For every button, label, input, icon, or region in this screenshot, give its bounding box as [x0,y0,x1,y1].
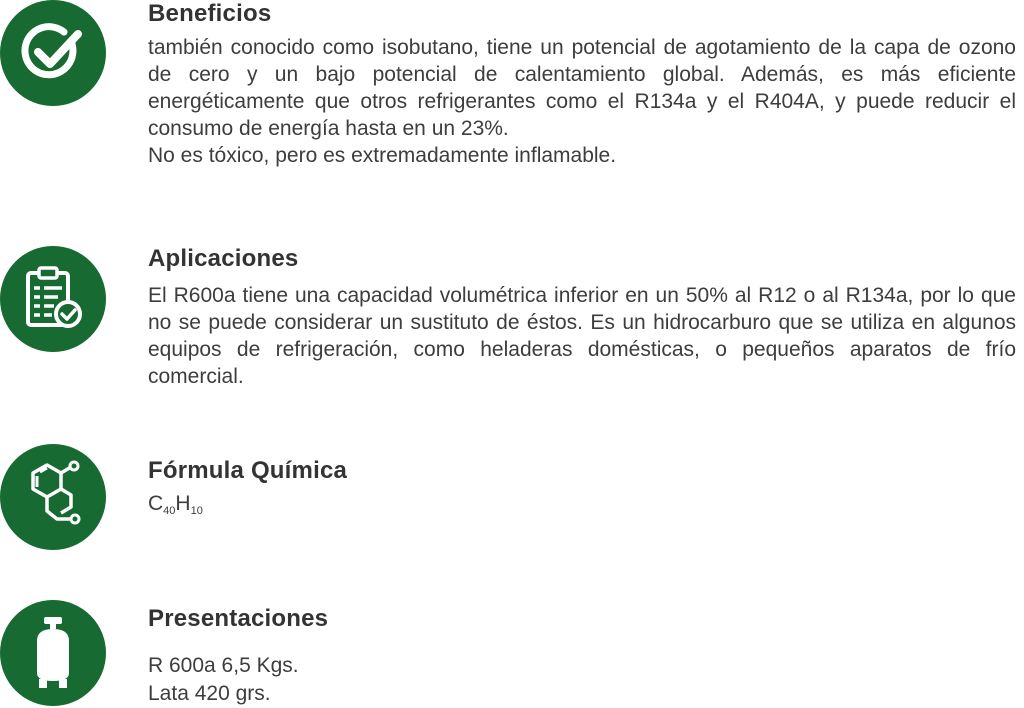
presentacion-item: Lata 420 grs. [148,682,271,705]
formula-element-c: C [148,492,164,515]
beneficios-text: también conocido como isobutano, tiene un potencial de agotamiento de la capa de ozono de cero y un bajo potencial de calentamiento global. Además, es más eficiente energéticamente que otros refrigerantes como el R134a y el R404A, y puede reducir el consumo de energía hasta en un 23%. [148,36,1016,140]
molecule-icon [0,444,106,550]
aplicaciones-title: Aplicaciones [148,245,299,272]
clipboard-check-icon [0,246,106,352]
presentacion-item: R 600a 6,5 Kgs. [148,654,299,677]
beneficios-title: Beneficios [148,0,272,27]
formula-sub-c: 40 [163,505,176,517]
aplicaciones-paragraph: El R600a tiene una capacidad volumétrica inferior en un 50% al R12 o al R134a, por lo que no se puede considerar un sustituto de éstos. Es un hidrocarburo que se utiliza en algunos equipos de refrigeración, como heladeras domésticas, o pequeños aparatos de frío comercial. [148,284,1016,388]
formula-title: Fórmula Química [148,457,348,484]
formula-sub-h: 10 [190,505,203,517]
gas-cylinder-icon [0,600,106,706]
chemical-formula [148,492,203,517]
presentaciones-list [148,652,1016,708]
beneficios-paragraph [148,34,1016,169]
checkmark-icon [0,0,106,106]
presentaciones-title: Presentaciones [148,605,329,632]
formula-element-h: H [175,492,191,515]
beneficios-note: No es tóxico, pero es extremadamente inflamable. [148,144,617,167]
